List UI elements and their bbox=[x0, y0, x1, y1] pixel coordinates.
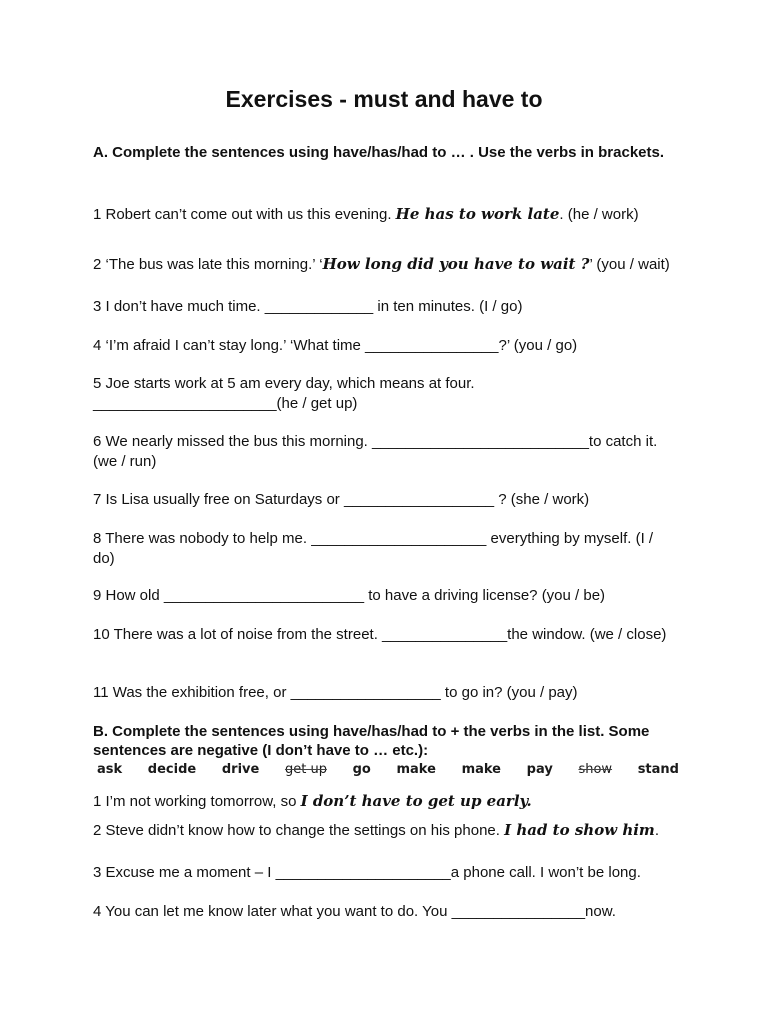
exercise-a-1-hint: . (he / work) bbox=[559, 206, 639, 223]
exercise-a-7: 7 Is Lisa usually free on Saturdays or __________________ ? (she / work) bbox=[93, 491, 590, 508]
exercise-a-11: 11 Was the exhibition free, or __________________ to go in? (you / pay) bbox=[93, 684, 578, 701]
verb-item-used: get up bbox=[284, 762, 327, 777]
exercise-a-3: 3 I don’t have much time. _____________ in ten minutes. (I / go) bbox=[93, 298, 523, 315]
verb-list bbox=[93, 762, 683, 777]
exercise-b-2-text: 2 Steve didn’t know how to change the settings on his phone. bbox=[93, 822, 505, 839]
verb-item: ask bbox=[97, 762, 123, 777]
exercise-a-9: 9 How old ________________________ to have a driving license? (you / be) bbox=[93, 587, 606, 604]
exercise-a-5: 5 Joe starts work at 5 am every day, which means at four. ______________________(he / get up) bbox=[93, 375, 475, 412]
verb-item-used: show bbox=[578, 762, 613, 777]
section-a-heading: A. Complete the sentences using have/has/had to … . Use the verbs in brackets. bbox=[93, 144, 665, 161]
exercise-a-2-hint: ’ (you / wait) bbox=[589, 256, 670, 273]
verb-item: make bbox=[396, 762, 436, 777]
verb-item: make bbox=[461, 762, 501, 777]
exercise-a-10: 10 There was a lot of noise from the street. _______________the window. (we / close) bbox=[93, 626, 667, 643]
exercise-b-3: 3 Excuse me a moment – I _____________________a phone call. I won’t be long. bbox=[93, 864, 641, 881]
exercise-b-2-end: . bbox=[654, 822, 659, 839]
exercise-a-8: 8 There was nobody to help me. _____________________ everything by myself. (I / do) bbox=[93, 530, 654, 567]
verb-item: drive bbox=[221, 762, 260, 777]
exercise-b-1-text: 1 I’m not working tomorrow, so bbox=[93, 793, 301, 810]
page-title: Exercises - must and have to bbox=[225, 86, 543, 112]
exercise-a-2-text: 2 ‘The bus was late this morning.’ ‘ bbox=[93, 256, 323, 273]
exercise-a-1 bbox=[93, 204, 673, 225]
exercise-a-2 bbox=[93, 254, 673, 275]
exercise-b-2 bbox=[93, 820, 673, 841]
exercise-a-2-answer: How long did you have to wait ? bbox=[322, 255, 590, 273]
exercise-b-1 bbox=[93, 791, 673, 812]
verb-item: decide bbox=[147, 762, 197, 777]
section-b-heading: B. Complete the sentences using have/has/had to + the verbs in the list. Some sentences are negative (I don’t have to … etc.): bbox=[93, 723, 650, 759]
verb-item: go bbox=[352, 762, 371, 777]
exercise-a-1-text: 1 Robert can’t come out with us this evening. bbox=[93, 206, 396, 223]
exercise-b-4: 4 You can let me know later what you want to do. You ________________now. bbox=[93, 903, 616, 920]
exercise-a-6: 6 We nearly missed the bus this morning. __________________________to catch it. (we / run) bbox=[93, 433, 658, 470]
exercise-b-1-answer: I don’t have to get up early. bbox=[300, 792, 532, 810]
verb-item: pay bbox=[526, 762, 553, 777]
verb-item: stand bbox=[637, 762, 679, 777]
exercise-b-2-answer: I had to show him bbox=[504, 821, 655, 839]
exercise-a-1-answer: He has to work late bbox=[395, 205, 560, 223]
exercise-a-4: 4 ‘I’m afraid I can’t stay long.’ ‘What time ________________?’ (you / go) bbox=[93, 337, 578, 354]
